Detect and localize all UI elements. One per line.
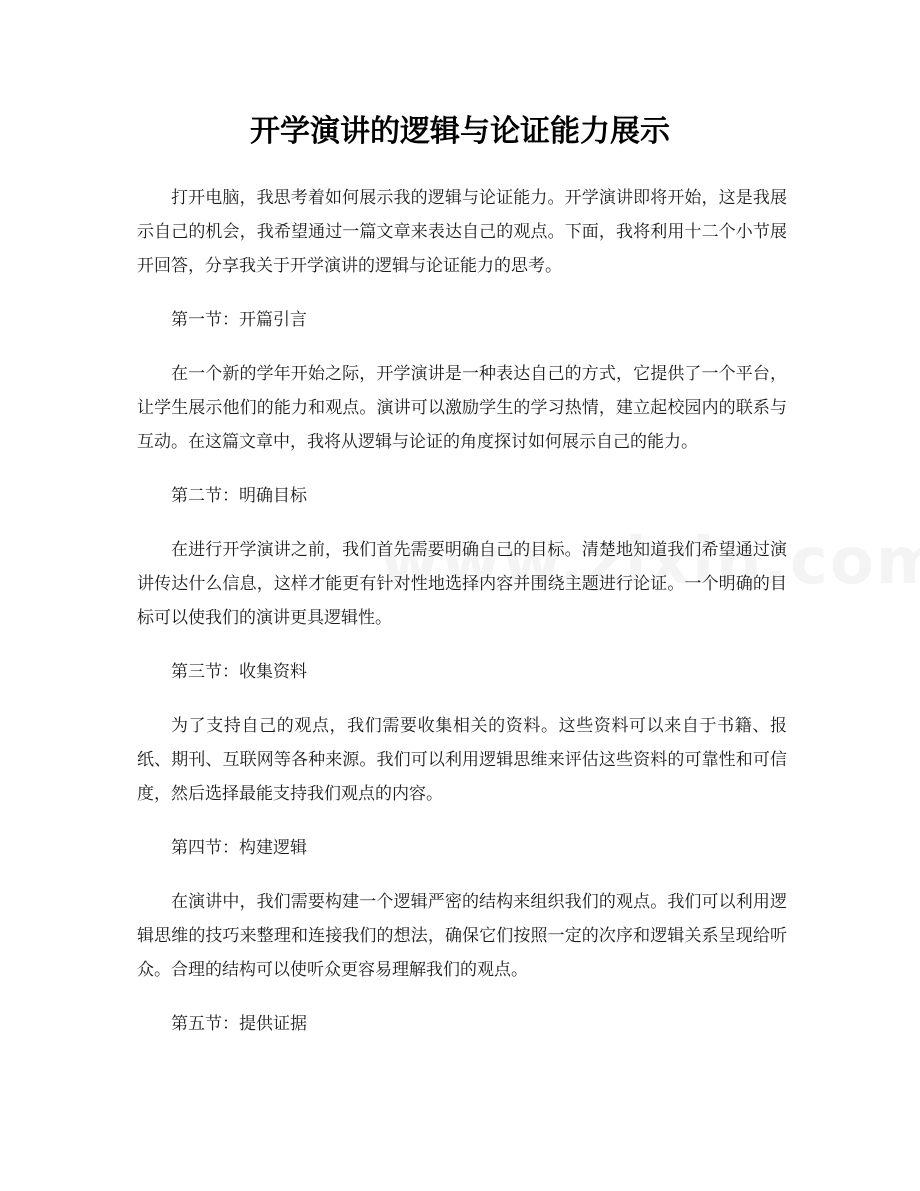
intro-paragraph: 打开电脑，我思考着如何展示我的逻辑与论证能力。开学演讲即将开始，这是我展示自己的机会，我希望通过一篇文章来表达自己的观点。下面，我将利用十二个小节展开回答，分享我关于开学演讲的逻辑与论证能力的思考。 [137, 188, 787, 276]
document-body [137, 181, 787, 1061]
section-heading-2: 第二节：明确目标 [171, 486, 307, 506]
section-heading-1: 第一节：开篇引言 [171, 310, 307, 330]
section-paragraph-2: 在进行开学演讲之前，我们首先需要明确自己的目标。清楚地知道我们希望通过演讲传达什么信息，这样才能更有针对性地选择内容并围绕主题进行论证。一个明确的目标可以使我们的演讲更具逻辑性。 [137, 540, 787, 628]
section-heading-5: 第五节：提供证据 [171, 1014, 307, 1034]
section-paragraph-1: 在一个新的学年开始之际，开学演讲是一种表达自己的方式，它提供了一个平台，让学生展示他们的能力和观点。演讲可以激励学生的学习热情，建立起校园内的联系与互动。在这篇文章中，我将从逻辑与论证的角度探讨如何展示自己的能力。 [137, 364, 787, 452]
document-title: 开学演讲的逻辑与论证能力展示 [250, 114, 670, 149]
section-paragraph-3: 为了支持自己的观点，我们需要收集相关的资料。这些资料可以来自于书籍、报纸、期刊、互联网等各种来源。我们可以利用逻辑思维来评估这些资料的可靠性和可信度，然后选择最能支持我们观点的内容。 [137, 716, 787, 804]
section-heading-4: 第四节：构建逻辑 [171, 838, 307, 858]
section-paragraph-4: 在演讲中，我们需要构建一个逻辑严密的结构来组织我们的观点。我们可以利用逻辑思维的技巧来整理和连接我们的想法，确保它们按照一定的次序和逻辑关系呈现给听众。合理的结构可以使听众更容易理解我们的观点。 [137, 892, 787, 980]
section-heading-3: 第三节：收集资料 [171, 662, 307, 682]
